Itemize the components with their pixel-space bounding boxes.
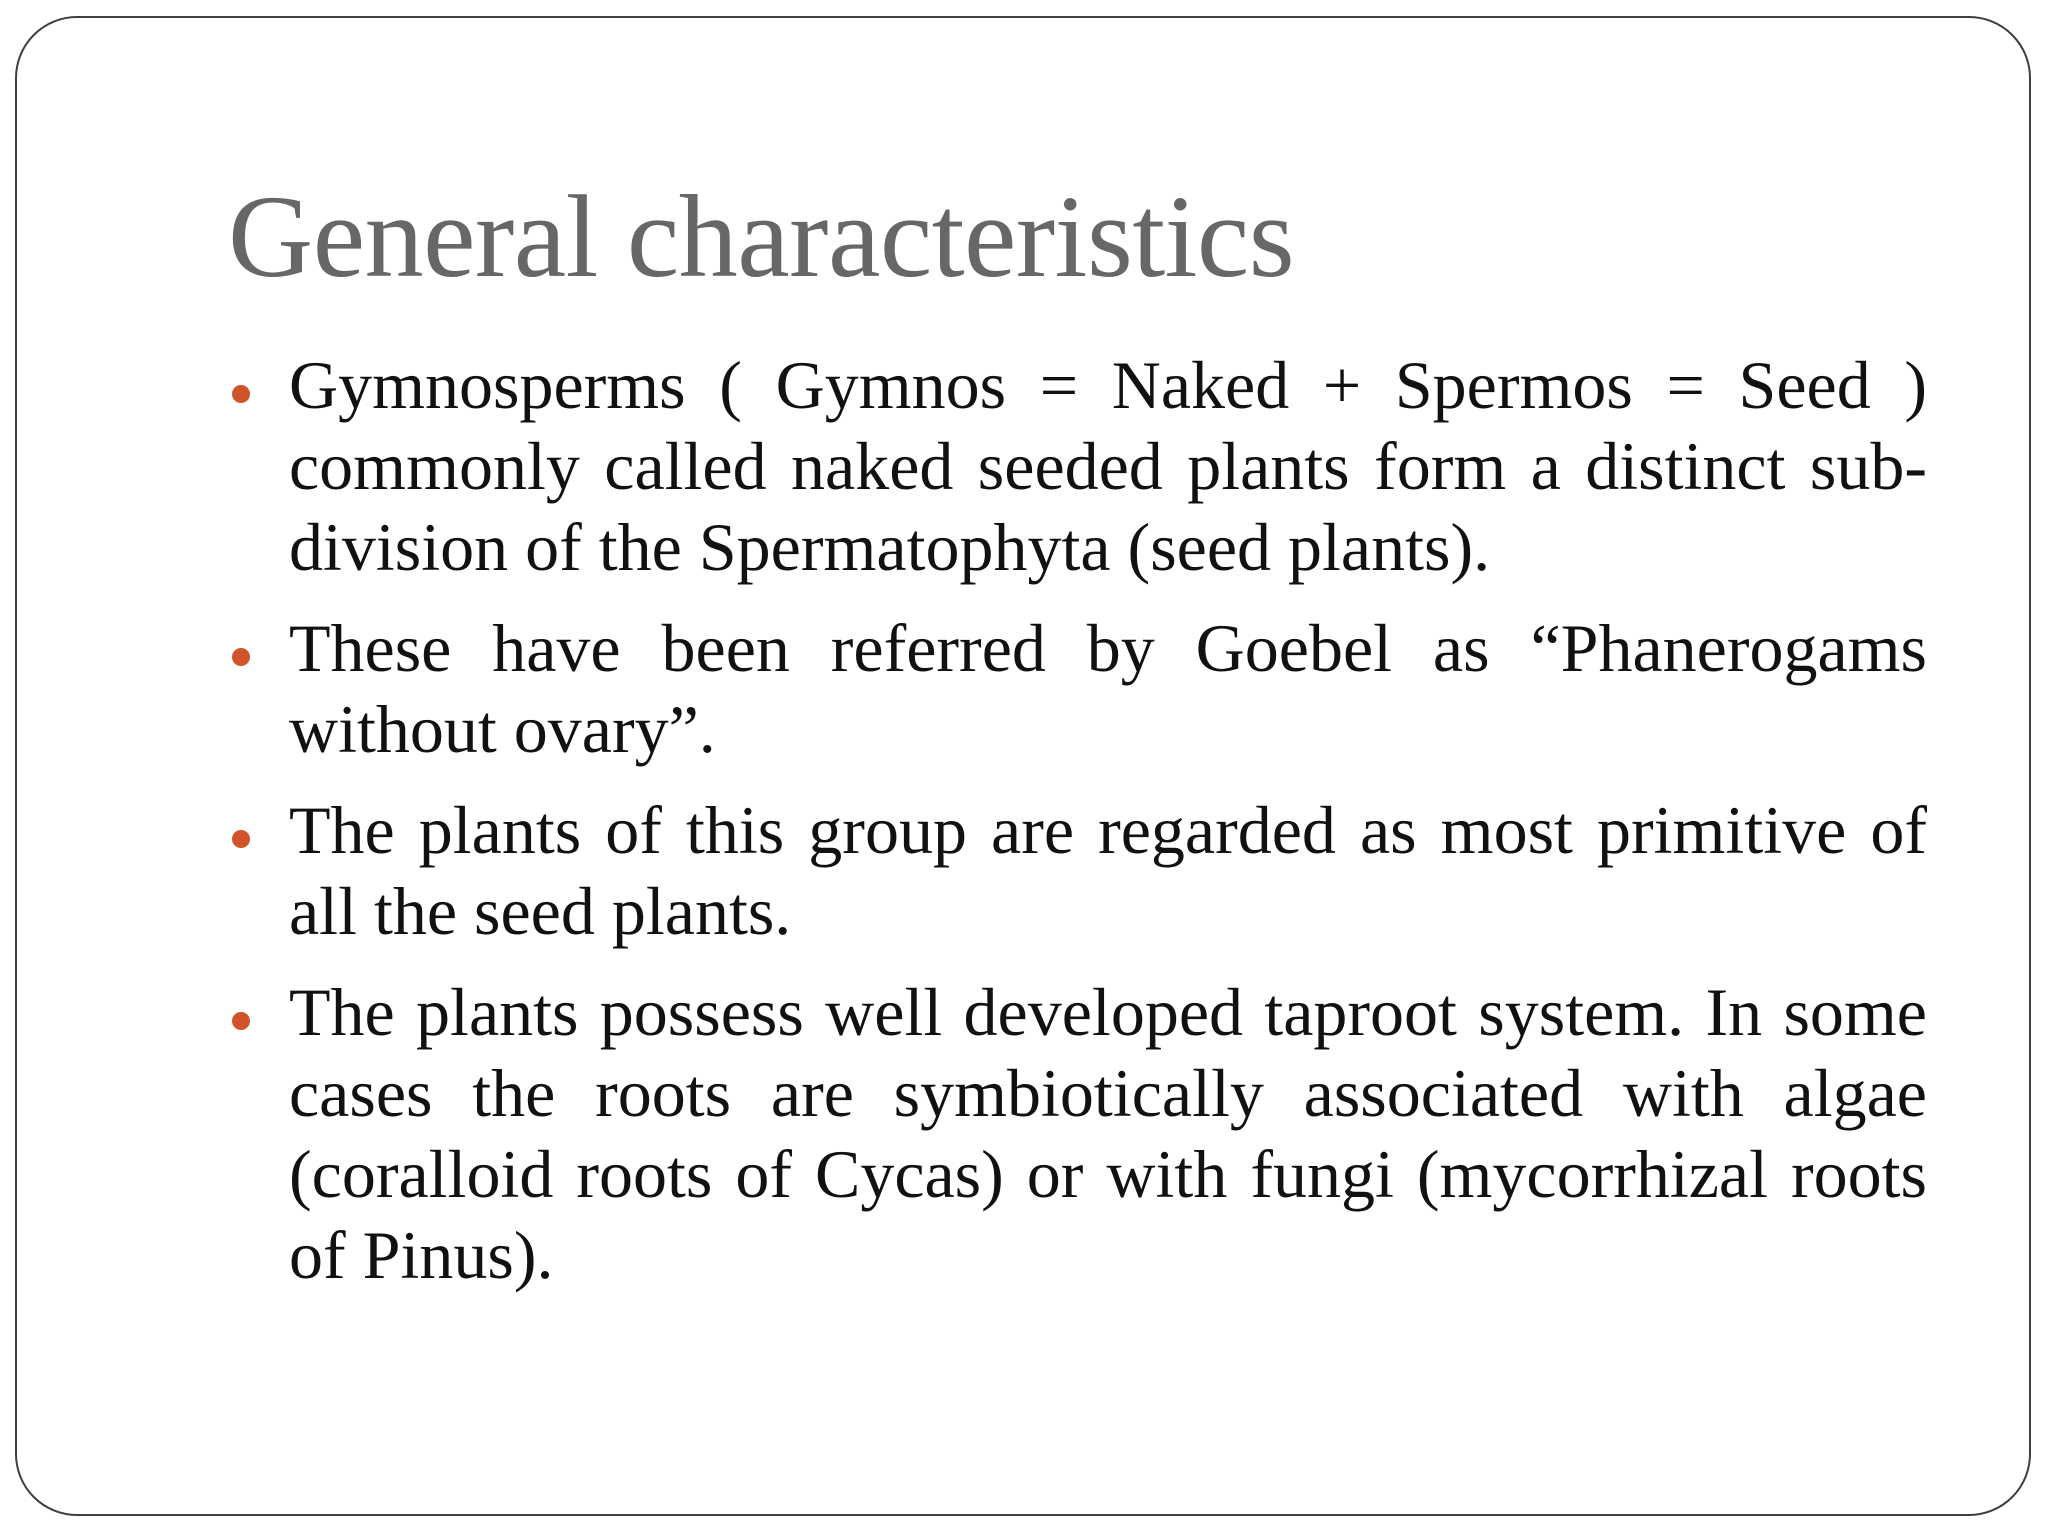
bullet-dot-icon <box>232 1012 250 1030</box>
bullet-text: The plants of this group are regarded as most primitive of all the seed plants. <box>289 792 1927 949</box>
bullet-item <box>17 345 2033 588</box>
bullet-dot-icon <box>232 385 250 403</box>
bullet-text: The plants possess well developed taproot system. In some cases the roots are symbiotically associated with algae (coralloid roots of Cycas) or with fungi (mycorrhizal roots of Pinus). <box>289 974 1927 1293</box>
bullet-item <box>17 608 2033 770</box>
bullet-dot-icon <box>232 830 250 848</box>
bullet-dot-icon <box>232 648 250 666</box>
bullet-list <box>17 345 2033 1316</box>
bullet-item <box>17 790 2033 952</box>
slide-title: General characteristics <box>228 171 1295 302</box>
bullet-text: These have been referred by Goebel as “Phanerogams without ovary”. <box>289 610 1927 767</box>
bullet-text: Gymnosperms ( Gymnos = Naked + Spermos = Seed ) commonly called naked seeded plants form a distinct sub-division of the Spermatophyta (seed plants). <box>289 347 1927 585</box>
bullet-item <box>17 972 2033 1296</box>
slide <box>15 16 2031 1516</box>
